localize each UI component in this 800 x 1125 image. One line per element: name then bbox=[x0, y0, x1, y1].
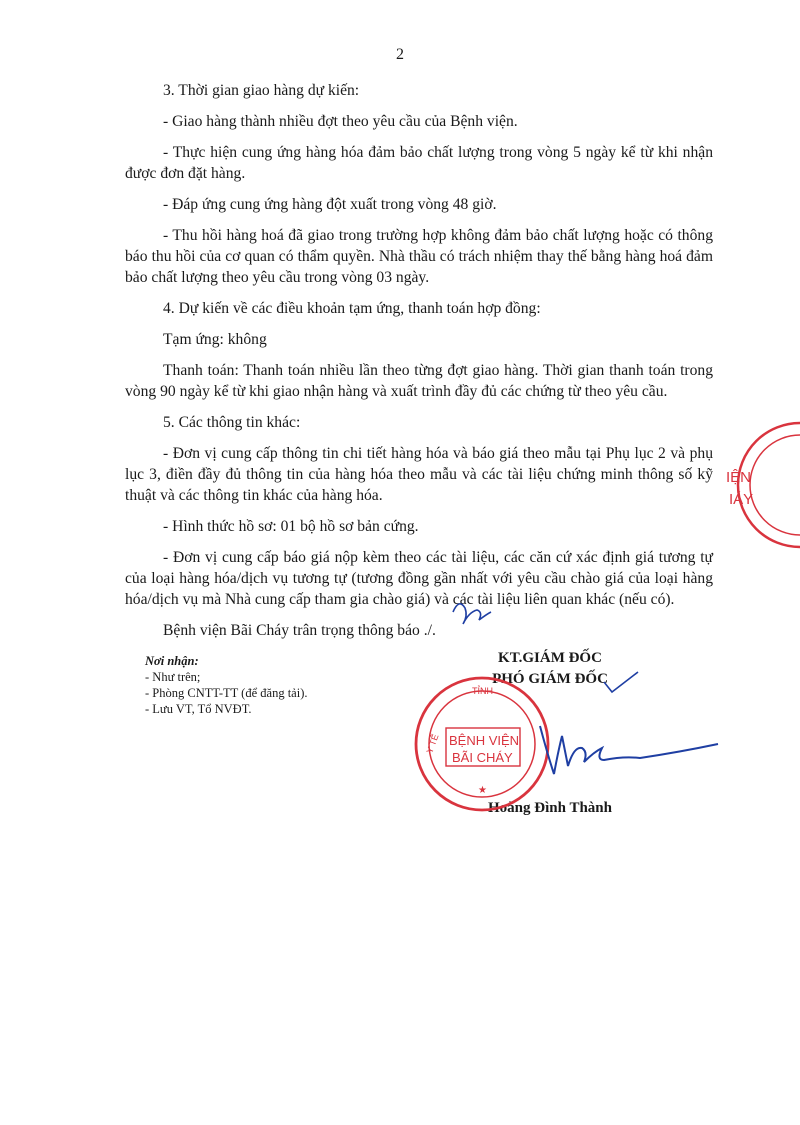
official-stamp bbox=[416, 678, 548, 810]
recipient-item: - Lưu VT, Tổ NVĐT. bbox=[145, 702, 252, 716]
paragraph: 3. Thời gian giao hàng dự kiến: bbox=[163, 82, 360, 99]
signer-role-primary: KT.GIÁM ĐỐC bbox=[498, 650, 602, 666]
svg-text:BÃI CHÁY: BÃI CHÁY bbox=[452, 750, 513, 765]
paragraph: - Thu hồi hàng hoá đã giao trong trường hợp không đảm bảo chất lượng hoặc có thông báo thu hồi của cơ quan có thẩm quyền. Nhà thầu có trách nhiệm thay thế bằng hàng hoá đảm bảo chất lượng theo yêu cầu trong vòng 03 ngày. bbox=[125, 227, 713, 286]
paragraph: Thanh toán: Thanh toán nhiều lần theo từng đợt giao hàng. Thời gian thanh toán trong vòng 90 ngày kể từ khi giao nhận hàng và xuất trình đầy đủ các chứng từ theo yêu cầu. bbox=[125, 362, 713, 400]
closing-line: Bệnh viện Bãi Cháy trân trọng thông báo ./. bbox=[163, 622, 436, 639]
paragraph: - Giao hàng thành nhiều đợt theo yêu cầu của Bệnh viện. bbox=[163, 113, 518, 130]
svg-text:IỆN: IỆN bbox=[726, 469, 752, 486]
approval-tick bbox=[604, 672, 638, 692]
svg-text:IÁY: IÁY bbox=[729, 491, 754, 508]
paragraph: - Đơn vị cung cấp thông tin chi tiết hàng hóa và báo giá theo mẫu tại Phụ lục 2 và phụ lục 3, điền đầy đủ thông tin của hàng hóa theo mẫu và các tài liệu chứng minh thông số kỹ thuật và các thông tin khác của hàng hóa. bbox=[125, 445, 713, 504]
paragraph: - Hình thức hồ sơ: 01 bộ hồ sơ bản cứng. bbox=[163, 518, 419, 535]
initial-mark bbox=[453, 604, 491, 624]
svg-text:Y TẾ: Y TẾ bbox=[424, 732, 441, 755]
handwritten-signature bbox=[540, 726, 718, 774]
paragraph: 5. Các thông tin khác: bbox=[163, 414, 301, 431]
paragraph: - Đơn vị cung cấp báo giá nộp kèm theo các tài liệu, các căn cứ xác định giá tương tự của loại hàng hóa/dịch vụ tương tự (tương đồng gần nhất với yêu cầu chào giá của loại hàng hóa/dịch vụ mà Nhà cung cấp tham gia chào giá) và các tài liệu liên quan khác (nếu có). bbox=[125, 549, 713, 608]
paragraph: Tạm ứng: không bbox=[163, 331, 267, 348]
signer-role-secondary: PHÓ GIÁM ĐỐC bbox=[492, 671, 608, 687]
margin-stamp bbox=[726, 423, 800, 547]
recipients-title: Nơi nhận: bbox=[145, 654, 199, 668]
svg-text:★: ★ bbox=[478, 785, 487, 796]
svg-text:TỈNH: TỈNH bbox=[472, 686, 493, 696]
recipient-item: - Như trên; bbox=[145, 670, 201, 684]
paragraph: - Thực hiện cung ứng hàng hóa đảm bảo chất lượng trong vòng 5 ngày kể từ khi nhận được đơn đặt hàng. bbox=[125, 144, 713, 182]
page-number: 2 bbox=[396, 46, 404, 63]
recipient-item: - Phòng CNTT-TT (để đăng tải). bbox=[145, 686, 308, 700]
paragraph: - Đáp ứng cung ứng hàng đột xuất trong vòng 48 giờ. bbox=[163, 196, 497, 213]
paragraph: 4. Dự kiến về các điều khoản tạm ứng, thanh toán hợp đồng: bbox=[163, 300, 541, 317]
signer-name: Hoàng Đình Thành bbox=[488, 800, 612, 816]
svg-text:BỆNH VIỆN: BỆNH VIỆN bbox=[449, 733, 520, 748]
